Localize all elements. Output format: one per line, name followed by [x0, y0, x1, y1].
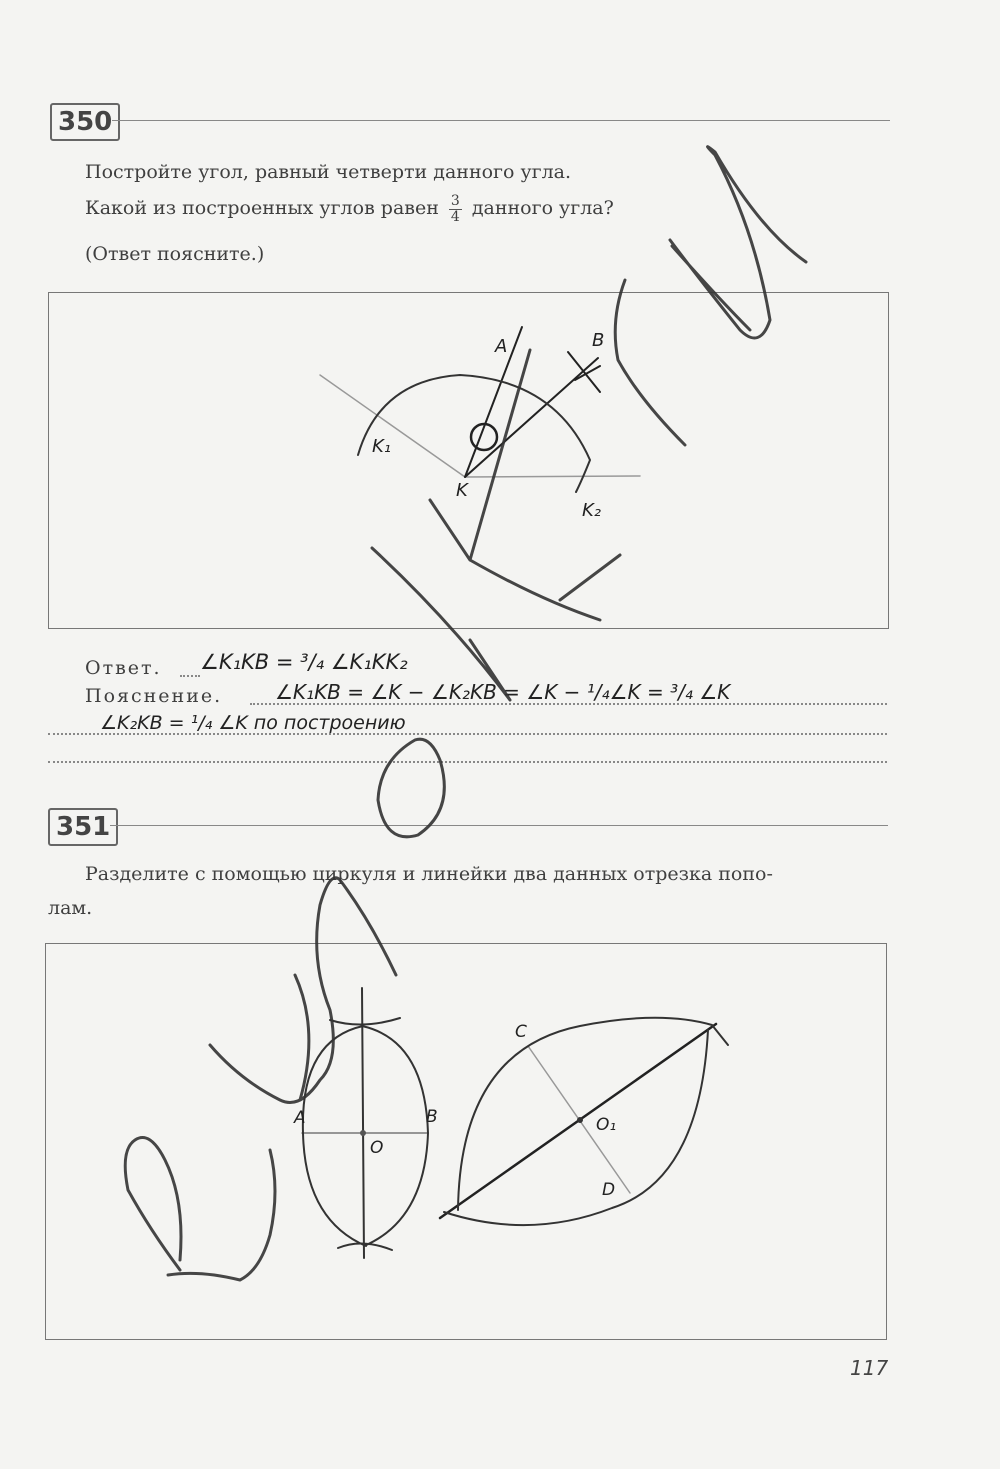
- label-c-351: C: [515, 1022, 527, 1042]
- label-k2-350: K₂: [582, 500, 602, 521]
- label-b-350: B: [592, 330, 605, 351]
- task-350-line2-before: Какой из построенных углов равен: [85, 197, 439, 219]
- exercise-number-351: 351: [48, 808, 118, 846]
- label-a-350: A: [495, 336, 508, 357]
- explanation-handwritten-2: ∠K₂KB = ¹/₄ ∠K по построению: [100, 712, 406, 734]
- fraction-denominator: 4: [450, 208, 460, 225]
- label-o-351: O: [370, 1138, 384, 1158]
- answer-label: Ответ.: [85, 657, 162, 679]
- page-number: 117: [850, 1356, 889, 1380]
- exercise-number-350: 350: [50, 103, 120, 141]
- fraction-numerator: 3: [450, 192, 460, 209]
- label-a-351: A: [294, 1108, 306, 1128]
- task-350-line3: (Ответ поясните.): [85, 243, 265, 265]
- label-b-351: B: [426, 1107, 438, 1127]
- task-350-line2-after: данного угла?: [471, 197, 614, 219]
- label-k1-350: K₁: [372, 436, 392, 457]
- explanation-label: Пояснение.: [85, 685, 223, 707]
- task-351-line1: Разделите с помощью циркуля и линейки два данных отрезка попо-: [85, 863, 773, 885]
- label-k-350: K: [456, 480, 468, 501]
- task-350-line1: Постройте угол, равный четверти данного угла.: [85, 161, 572, 183]
- answer-handwritten: ∠K₁KB = ³/₄ ∠K₁KK₂: [200, 650, 408, 674]
- label-d-351: D: [602, 1180, 616, 1200]
- explanation-handwritten-1: ∠K₁KB = ∠K − ∠K₂KB = ∠K − ¹/₄∠K = ³/₄ ∠K: [275, 680, 731, 704]
- task-351-line2: лам.: [48, 897, 93, 919]
- label-o1-351: O₁: [596, 1115, 617, 1135]
